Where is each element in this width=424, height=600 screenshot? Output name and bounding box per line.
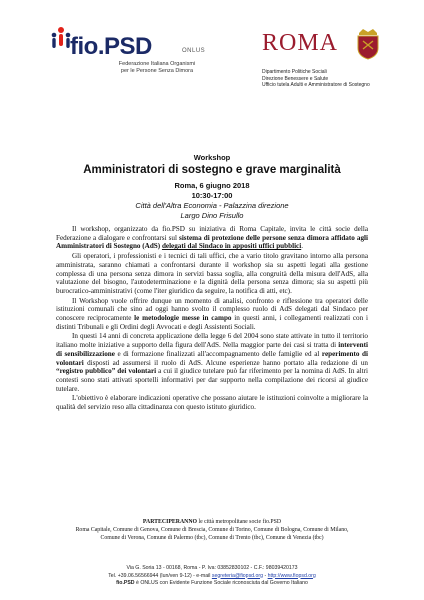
- paragraph-law: [56, 332, 368, 393]
- p4-text-e: disposti ad assumersi il ruolo di AdS. Alcune esperienze hanno portato alla redazione di un: [83, 358, 368, 367]
- p1-text-a: Il workshop, organizzato da fio.PSD su iniziativa di Roma Capitale, invita le città socie della Federazione a dialogare e confrontarsi sul: [56, 225, 368, 242]
- event-title: Amministratori di sostegno e grave marginalità: [83, 164, 341, 176]
- fio-wordmark-part2: PSD: [104, 33, 152, 60]
- event-kicker: Workshop: [193, 153, 231, 162]
- p4-bold-volunteers: reperimento di volontari: [56, 349, 368, 367]
- footer-email-link[interactable]: segreteria@fiopsd.org: [211, 572, 263, 579]
- footer-onlus-text: è ONLUS con Evidente Funzione Sociale riconosciuta dal Governo Italiano: [134, 580, 308, 586]
- fio-subtitle-line2: per le Persone Senza Dimora: [120, 68, 194, 74]
- roma-wordmark: ROMA: [262, 30, 339, 56]
- paragraph-intro: [56, 225, 368, 251]
- roma-dept-line2: Direzione Benessere e Salute: [262, 75, 329, 82]
- event-venue: Città dell'Altra Economia - Palazzina direzione: [135, 201, 289, 210]
- footer-separator: -: [263, 572, 268, 579]
- roma-dept-line1: Dipartimento Politiche Sociali: [262, 69, 327, 75]
- body-text: [56, 225, 368, 412]
- page-footer: [0, 565, 424, 588]
- paragraph-operators: Gli operatori, i professionisti e i tecnici di tali uffici, che a vario titolo gravitano intorno alla persona amministrata, saranno chiamati a confrontarsi durante il workshop sia su aspetti legati alla gestione complessa di una persona senza dimora in servizi bassa soglia, alla congruità della misura dell'AdS, alla valutazione del bisogno, l'autodeterminazione e la dignità della persona senza dimora; sia su aspetti più burocratico-amministrativi (come l'iter giuridico da seguire, la notifica di atti, etc).: [56, 252, 368, 295]
- participants-cities-line2: Comune di Verona, Comune di Palermo (tbc), Comune di Trento (tbc), Comune di Venezia (tbc): [100, 535, 324, 541]
- roma-dept-line3: Ufficio tutela Adulti e Amministratore di Sostegno: [262, 82, 370, 88]
- p3-text-c: in questi anni, i collegamenti realizzati con i distinti Tribunali e gli Ordini degli Avvocati e degli Assistenti Sociali.: [56, 314, 368, 331]
- onlus-label: ONLUS: [182, 48, 206, 54]
- participants-cities-line1: Roma Capitale, Comune di Genova, Comune di Brescia, Comune di Torino, Comune di Bologna, Comune di Milano,: [75, 527, 349, 533]
- p4-text-g: a cui il giudice tutelare può far riferimento per la nomina di AdS. In altri contesti sono stati attivati sportelli informativi per dar supporto nella compilazione dei ricorsi al giudice tutelare.: [56, 367, 368, 393]
- fio-psd-subtitle: [92, 61, 222, 75]
- footer-contacts: [0, 573, 424, 581]
- p4-bold-awareness: interventi di sensibilizzazione: [56, 341, 368, 358]
- p4-text-c: e di formazione finalizzati all'accompagnamento delle famiglie ed al: [114, 349, 322, 358]
- event-time: 10:30-17:00: [191, 191, 233, 200]
- paragraph-objective: L'obiettivo è elaborare indicazioni operative che possano aiutare le istituzioni coinvolte a migliorare la qualità del servizio reso alla cittadinanza con questo istituto giuridico.: [56, 394, 368, 412]
- p1-text-e: .: [301, 242, 304, 251]
- people-icon: [50, 26, 72, 56]
- event-date: Roma, 6 giugno 2018: [174, 181, 250, 190]
- footer-website-link[interactable]: http://www.fiopsd.org: [267, 572, 316, 579]
- fio-subtitle-line1: Federazione Italiana Organismi: [118, 61, 196, 67]
- footer-onlus-note: [0, 580, 424, 588]
- footer-phone: Tel. +39.06.56566944 (lun/ven 9-12) - e-mail: [108, 572, 212, 579]
- p1-bold-delegates: delegati dal Sindaco in appositi uffici pubblici: [161, 242, 302, 251]
- paragraph-workshop: [56, 297, 368, 332]
- roma-logo: [262, 26, 392, 66]
- fio-psd-wordmark: [70, 34, 152, 60]
- p1-bold-system: sistema di protezione delle persone senza dimora affidato agli Amministratori di Sostegno (AdS): [56, 233, 369, 251]
- footer-org-name: fio.PSD: [116, 580, 135, 586]
- p3-bold-methodologies: le metodologie messe in campo: [134, 314, 232, 323]
- fio-wordmark-part1: fio.: [70, 33, 104, 60]
- roma-department-info: [262, 69, 402, 89]
- event-street: Largo Dino Frisullo: [180, 211, 244, 220]
- participants-lead: PARTECIPERANNO: [142, 519, 198, 525]
- p4-bold-registry: “registro pubblico” dei volontari: [56, 367, 157, 376]
- participants-intro: [30, 518, 394, 526]
- p4-text-a: In questi 14 anni di concreta applicazione della legge 6 del 2004 sono state attivate in tutto il territorio italiano molte iniziative a supporto della figura dell'AdS. Nella maggior parte dei casi si tratta di: [56, 332, 368, 350]
- roma-coat-of-arms-icon: [354, 28, 382, 60]
- footer-address: Via G. Soria 13 - 00168, Roma - P. Iva: 03852830102 - C.F.: 98039420173: [126, 565, 298, 571]
- p3-text-a: Il Workshop vuole offrire dunque un momento di analisi, confronto e riflessione tra operatori delle istituzioni comunali che sino ad oggi hanno svolto il complesso ruolo di AdS delegati dal Sindaco per conoscere reciprocamente: [56, 296, 368, 323]
- participants-lead-rest: le città metropolitane socie fio.PSD: [197, 519, 282, 525]
- fio-psd-logo: [50, 26, 220, 74]
- participants-block: [30, 518, 394, 542]
